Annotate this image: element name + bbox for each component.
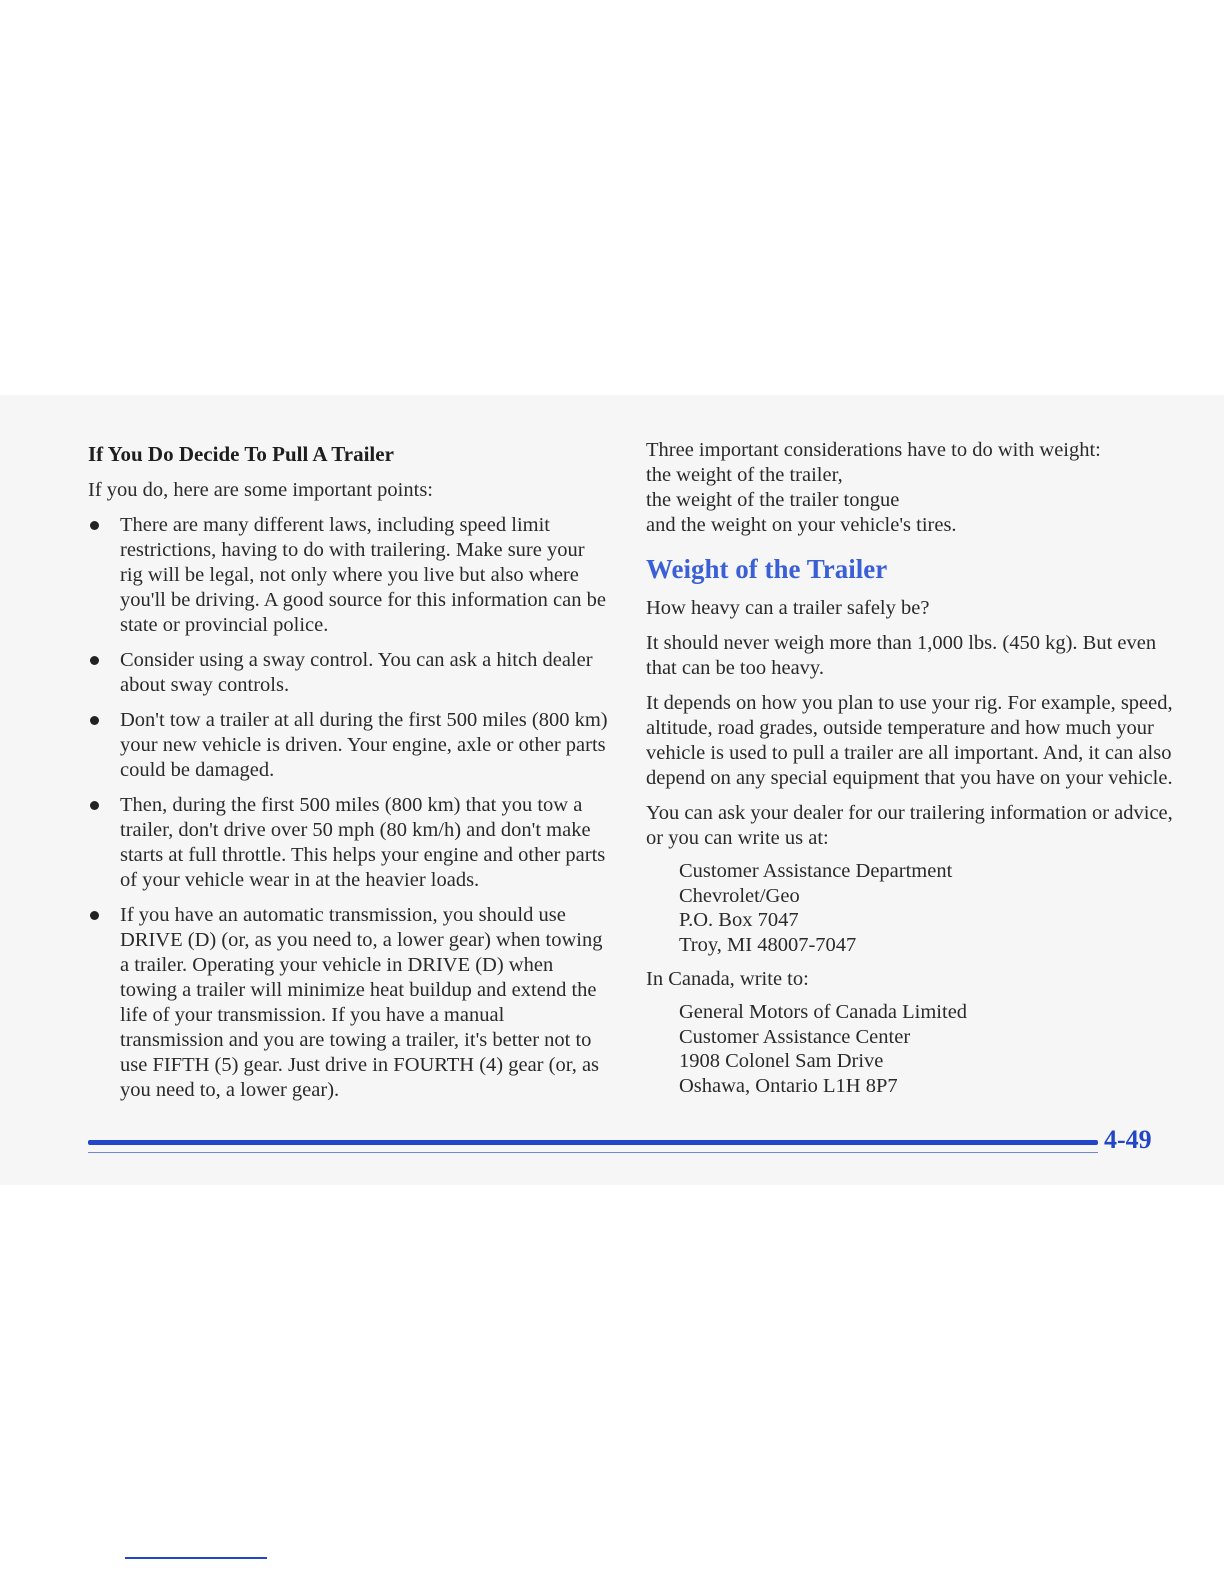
bullet-item-first-500-miles	[88, 708, 608, 783]
address-line: Troy, MI 48007-7047	[679, 933, 857, 956]
address-line: P.O. Box 7047	[679, 909, 799, 931]
us-address	[646, 859, 1176, 957]
intro-text: If you do, here are some important points:	[88, 479, 433, 501]
considerations-line: Three important considerations have to do with weight:	[646, 439, 1101, 461]
bullet-icon	[90, 911, 99, 920]
considerations-line: and the weight on your vehicle's tires.	[646, 514, 957, 536]
bottom-mark-line	[125, 1557, 267, 1559]
left-column	[88, 440, 608, 1113]
bullet-icon	[90, 521, 99, 530]
subheading-pull-trailer: If You Do Decide To Pull A Trailer	[88, 442, 394, 466]
address-line: General Motors of Canada Limited	[679, 1001, 968, 1023]
depends-paragraph: It depends on how you plan to use your rig. For example, speed, altitude, road grades, outside temperature and how much your vehicle is used to pull a trailer are all important. And, it can also depend on any special equipment that you have on your vehicle.	[646, 692, 1173, 789]
bullet-text: If you have an automatic transmission, you should use DRIVE (D) (or, as you need to, a lower gear) when towing a trailer. Operating your vehicle in DRIVE (D) when towing a trailer will minimize heat buildup and extend the life of your transmission. If you have a manual transmission and you are towing a trailer, it's better not to use FIFTH (5) gear. Just drive in FOURTH (4) gear (or, as you need to, a lower gear).	[120, 904, 603, 1101]
bullet-item-sway-control	[88, 648, 608, 698]
bullet-item-transmission	[88, 903, 608, 1103]
footer-rule-thin	[88, 1152, 1098, 1153]
address-line: Customer Assistance Department	[679, 860, 953, 882]
bullet-list	[88, 513, 608, 1103]
bullet-icon	[90, 716, 99, 725]
bullet-text: Don't tow a trailer at all during the first 500 miles (800 km) your new vehicle is driven. Your engine, axle or other parts could be damaged.	[120, 709, 608, 781]
bullet-text: Consider using a sway control. You can ask a hitch dealer about sway controls.	[120, 649, 593, 696]
section-title-weight-of-trailer: Weight of the Trailer	[646, 554, 888, 584]
considerations-line: the weight of the trailer,	[646, 464, 843, 486]
address-line: Customer Assistance Center	[679, 1025, 911, 1048]
bullet-icon	[90, 656, 99, 665]
page-number: 4-49	[1104, 1125, 1152, 1154]
canada-address	[646, 1000, 1176, 1098]
right-column	[646, 438, 1176, 1108]
bullet-text: Then, during the first 500 miles (800 km) that you tow a trailer, don't drive over 50 mph (80 km/h) and don't make starts at full throttle. This helps your engine and other parts of your vehicle wear in at the heavier loads.	[120, 794, 606, 891]
question-text: How heavy can a trailer safely be?	[646, 597, 930, 619]
footer-rule	[88, 1140, 1098, 1145]
bullet-text: There are many different laws, including speed limit restrictions, having to do with trailering. Make sure your rig will be legal, not only where you live but also where you'll be driving. A good source for this information can be state or provincial police.	[120, 514, 606, 636]
address-line: Oshawa, Ontario L1H 8P7	[679, 1074, 898, 1097]
address-line: 1908 Colonel Sam Drive	[679, 1050, 884, 1072]
address-line: Chevrolet/Geo	[679, 884, 800, 907]
canada-intro: In Canada, write to:	[646, 968, 809, 990]
weight-limit-paragraph: It should never weigh more than 1,000 lbs. (450 kg). But even that can be too heavy.	[646, 632, 1157, 679]
bullet-icon	[90, 801, 99, 810]
bullet-item-laws	[88, 513, 608, 638]
considerations-line: the weight of the trailer tongue	[646, 489, 900, 511]
contact-paragraph: You can ask your dealer for our trailering information or advice, or you can write us at:	[646, 802, 1173, 849]
bullet-item-speed-limit	[88, 793, 608, 893]
considerations-block	[646, 438, 1176, 538]
